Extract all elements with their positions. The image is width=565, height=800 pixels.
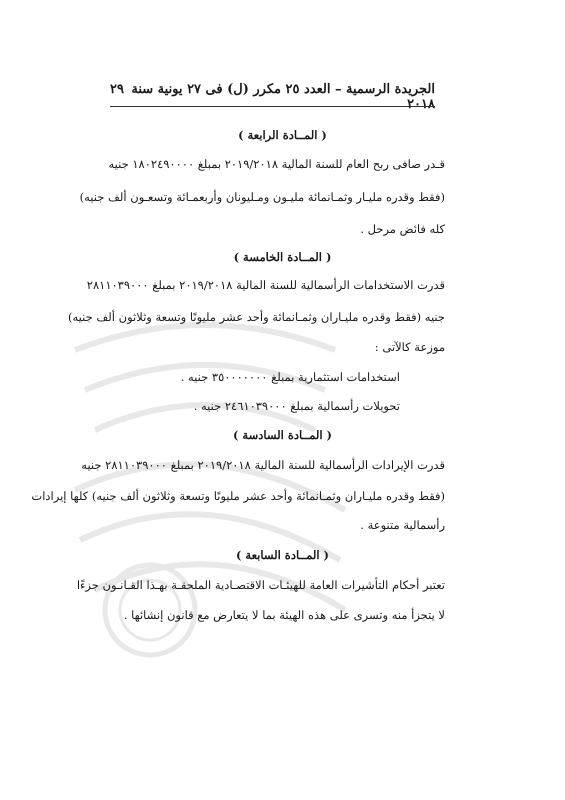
article5-heading: ( المــادة الخامسة ) <box>233 250 332 264</box>
header-title: الجريدة الرسمية – العدد ٢٥ مكرر (ل) فى ٢٧ يونية سنة ٢٠١٨ <box>131 82 435 112</box>
header-divider <box>110 106 435 107</box>
article4-line-3: كله فائض مرحل . <box>360 222 445 236</box>
article6-line-3: رأسمالية متنوعة . <box>360 518 445 532</box>
article4-line-1: قـدر صافى ربح العام للسنة المالية ٢٠١٩/٢٠١٨ بمبلغ ١٨٠٢٤٩٠٠٠٠ جنيه <box>108 157 445 171</box>
article7-line-2: لا يتجزأ منه وتسرى على هذه الهيئة بما لا يتعارض مع قانون إنشائها . <box>123 608 445 622</box>
article5-line-1: قدرت الاستخدامات الرأسمالية للسنة المالية ٢٠١٩/٢٠١٨ بمبلغ ٢٨١١٠٣٩٠٠٠ <box>86 278 445 292</box>
article7-line-1: تعتبر أحكام التأشيرات العامة للهيئـات الاقتصـادية الملحقـة بهـذا القـانـون جزءًا <box>76 578 445 592</box>
article5-line-2: جنيه (فقط وقدره مليـاران وثمـانمائة وأحد عشر مليونًا وتسعة وثلاثون ألف جنيه) <box>68 310 445 324</box>
article5-line-3: موزعة كالآتى : <box>374 340 445 354</box>
article5-line-5: تحويلات رأسمالية بمبلغ ٢٤٦١٠٣٩٠٠٠ جنيه . <box>193 399 400 413</box>
page-header <box>110 82 435 112</box>
article5-line-4: استخدامات استثمارية بمبلغ ٣٥٠٠٠٠٠٠٠ جنيه . <box>180 370 400 384</box>
article6-line-2: (فقط وقدره مليـاران وثمـانمائة وأحد عشر مليونًا وتسعة وثلاثون ألف جنيه) كلها إيرادات <box>31 489 445 503</box>
article6-heading: ( المــادة السادسة ) <box>232 428 332 442</box>
article7-heading: ( المــادة السابعة ) <box>235 548 329 562</box>
article4-heading: ( المــادة الرابعة ) <box>238 128 327 142</box>
article6-line-1: قدرت الإيرادات الرأسمالية للسنة المالية ٢٠١٩/٢٠١٨ بمبلغ ٢٨١١٠٣٩٠٠٠ جنيه <box>81 458 445 472</box>
article4-line-2: (فقط وقدره مليـار وثمـانمائة مليـون ومـليونان وأربعمـائة وتسعـون ألف جنيه) <box>79 190 445 204</box>
page-number: ٢٩ <box>110 82 124 97</box>
